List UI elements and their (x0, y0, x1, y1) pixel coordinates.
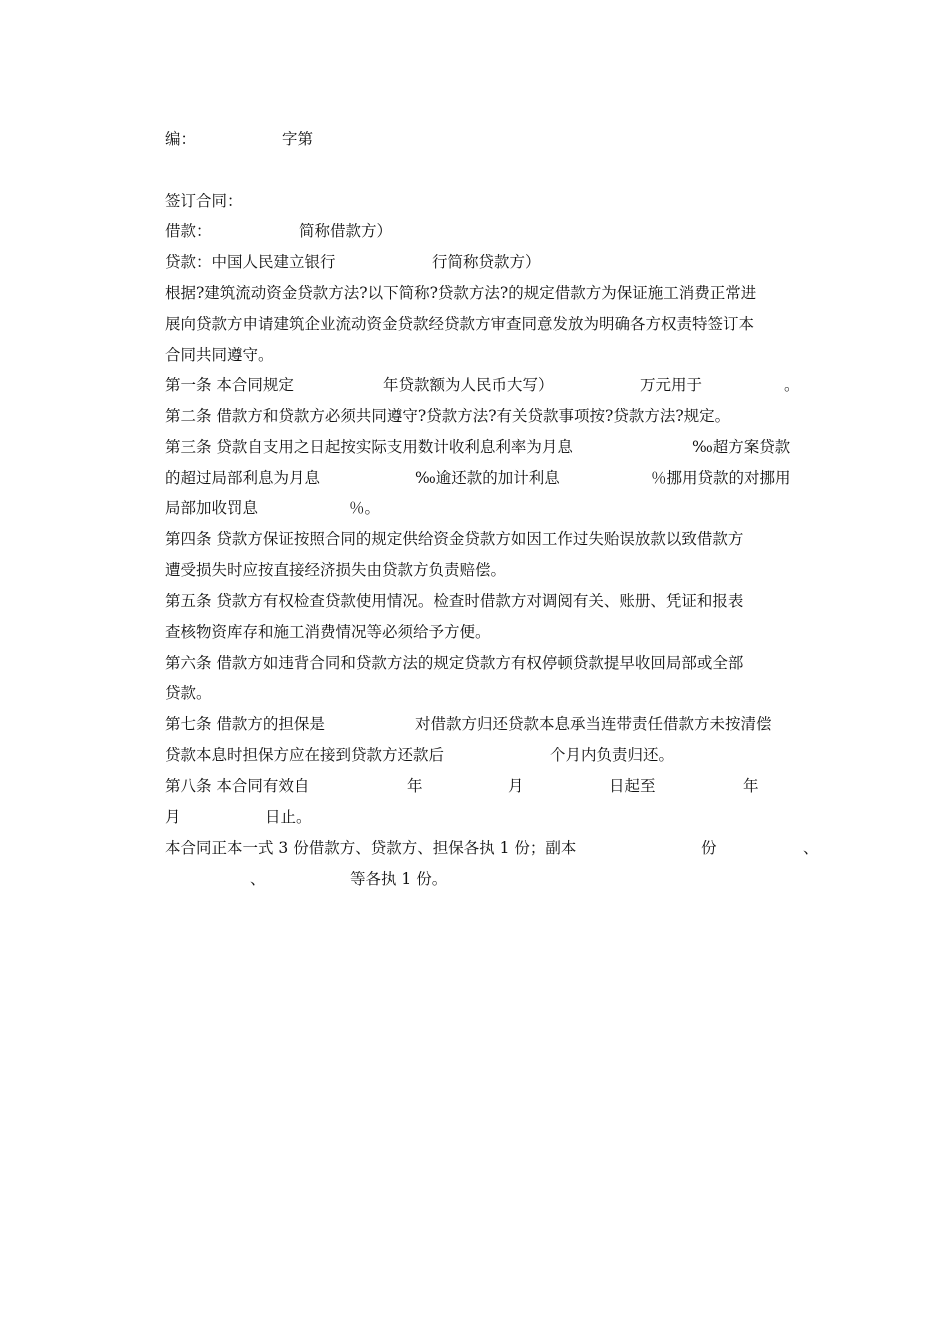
borrower-suffix: 简称借款方） (299, 222, 393, 240)
header-suffix: 字第 (282, 130, 314, 148)
header-label: 编： (165, 130, 197, 148)
lender-label: 贷款：中国人民建立银行 (165, 253, 336, 271)
contract-document: 编： 字第 签订合同： 借款： 简称借款方） 贷款：中国人民建立银行 行简称贷款方） 根据?建筑流动资金贷款方法?以下简称?贷款方法?的规定借款方为保证施工消费正常进 展向贷款方申请建筑企业流动资金贷款经贷款方审查同意发放为明确各方权责特签订本 合同共同遵守。 第一条 本合同规定 年贷款额为人民币大写） 万元用于 。 第二条 借款方和贷款方必须共同遵守?贷款方法?有关贷款事项按?贷款方法?规定。 第三条 贷款自支用之日起按实际支用数计收利息利率为月息 ‰超方案贷款 的超过局部利息为月息 ‰逾还款的加计利息 ％挪用贷款的对挪用 局部加收罚息 ％。 第四条 贷款方保证按照合同的规定供给资金贷款方如因工作过失贻误放款以致借款方 遭受损失时应按直接经济损失由贷款方负责赔偿。 第五条 贷款方有权检查贷款使用情况。检查时借款方对调阅有关、账册、凭证和报表 查核物资库存和施工消费情况等必须给予方便。 第六条 借款方如违背合同和贷款方法的规定贷款方有权停顿贷款提早收回局部或全部 贷款。 第七条 借款方的担保是 对借款方归还贷款本息承当连带责任借款方未按清偿 贷款本息时担保方应在接到贷款方还款后 个月内负责归还。 第八条 本合同有效自 年 月 日起至 年 月 日止。 本合同正本一式 3 份借款方、贷款方、担保各执 1 份；副本 份 、 、 等各执 1 份。 (165, 130, 819, 888)
lender-suffix: 行简称贷款方） (432, 253, 541, 271)
borrower-label: 借款： (165, 222, 212, 240)
signing-label: 签订合同： (165, 192, 243, 210)
